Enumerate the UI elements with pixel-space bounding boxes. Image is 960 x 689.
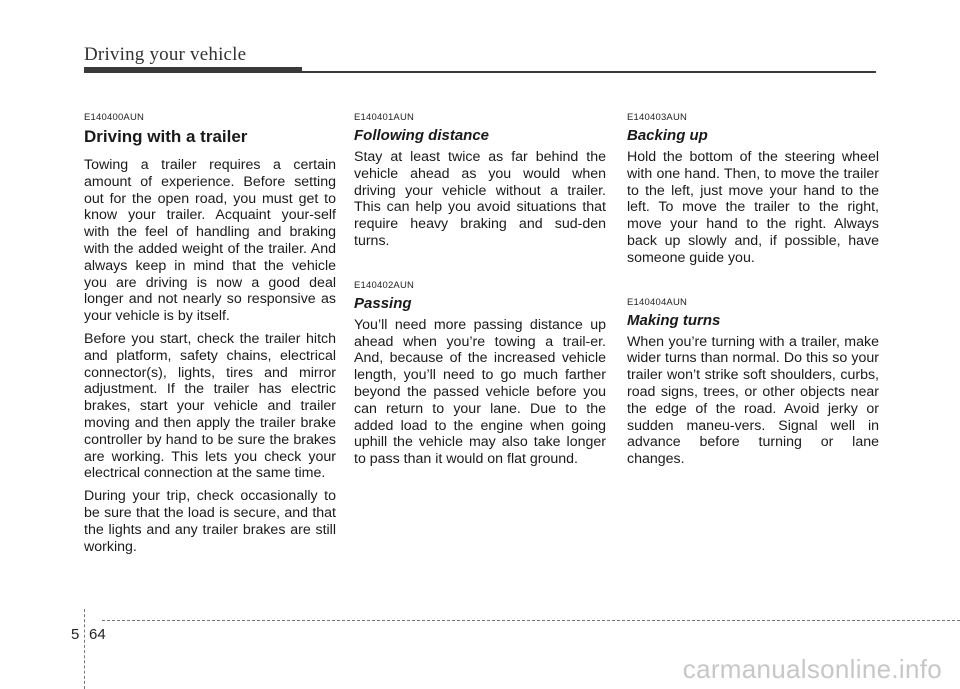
header-rule-thick [84, 67, 302, 73]
section-code: E140402AUN [354, 279, 415, 291]
subsection-heading: Backing up [627, 127, 708, 144]
body-paragraph: Before you start, check the trailer hitch and platform, safety chains, electrical connector(s), lights, tires and mirror adjustment. If the trailer has electric brakes, start your vehicle and trailer moving and then apply the trailer brake controller by hand to be sure the brakes are working. This lets you check your electrical connection at the same time. [84, 330, 336, 482]
header-rule-thin [302, 71, 876, 73]
chapter-number: 5 [71, 626, 80, 643]
subsection-heading: Following distance [354, 127, 490, 144]
page-number: 64 [89, 626, 106, 643]
subsection-heading: Passing [354, 294, 412, 312]
footer-divider [102, 620, 960, 621]
footer-vertical-divider [84, 609, 85, 689]
section-heading: Driving with a trailer [84, 127, 248, 146]
column-2 [354, 112, 606, 474]
column-3 [627, 112, 879, 474]
watermark: carmanualsonline.info [682, 654, 942, 684]
section-code: E140400AUN [84, 112, 145, 123]
body-paragraph: Hold the bottom of the steering wheel with one hand. Then, to move the trailer to the left, just move your hand to the left. To move the trailer to the right, move your hand to the right. Always back up slowly and, if possible, have someone guide you. [627, 149, 879, 266]
section-code: E140401AUN [354, 112, 415, 123]
body-paragraph: During your trip, check occasionally to be sure that the load is secure, and that the lights and any trailer brakes are still working. [84, 488, 336, 555]
subsection-heading: Making turns [627, 311, 721, 329]
body-paragraph: You’ll need more passing distance up ahead when you’re towing a trail-er. And, because of the increased vehicle length, you’ll need to go much farther beyond the passed vehicle before you can return to your lane. Due to the added load to the engine when going uphill the vehicle may also take longer to pass than it would on flat ground. [354, 316, 606, 468]
body-paragraph: When you’re turning with a trailer, make wider turns than normal. Do this so your trailer won’t strike soft shoulders, curbs, road signs, trees, or other objects near the edge of the road. Avoid jerky or sudden maneu-vers. Signal well in advance before turning or lane changes. [627, 333, 879, 468]
column-1 [84, 112, 336, 561]
body-paragraph: Stay at least twice as far behind the vehicle ahead as you would when driving your vehicle without a trailer. This can help you avoid situations that require heavy braking and sud-den turns. [354, 149, 606, 249]
section-code: E140404AUN [627, 296, 688, 308]
section-code: E140403AUN [627, 112, 688, 123]
body-paragraph: Towing a trailer requires a certain amount of experience. Before setting out for the open road, you must get to know your trailer. Acquaint your-self with the feel of handling and braking with the added weight of the trailer. And always keep in mind that the vehicle you are driving is now a good deal longer and not nearly so responsive as your vehicle is by itself. [84, 157, 336, 325]
page-header-title: Driving your vehicle [84, 44, 247, 65]
